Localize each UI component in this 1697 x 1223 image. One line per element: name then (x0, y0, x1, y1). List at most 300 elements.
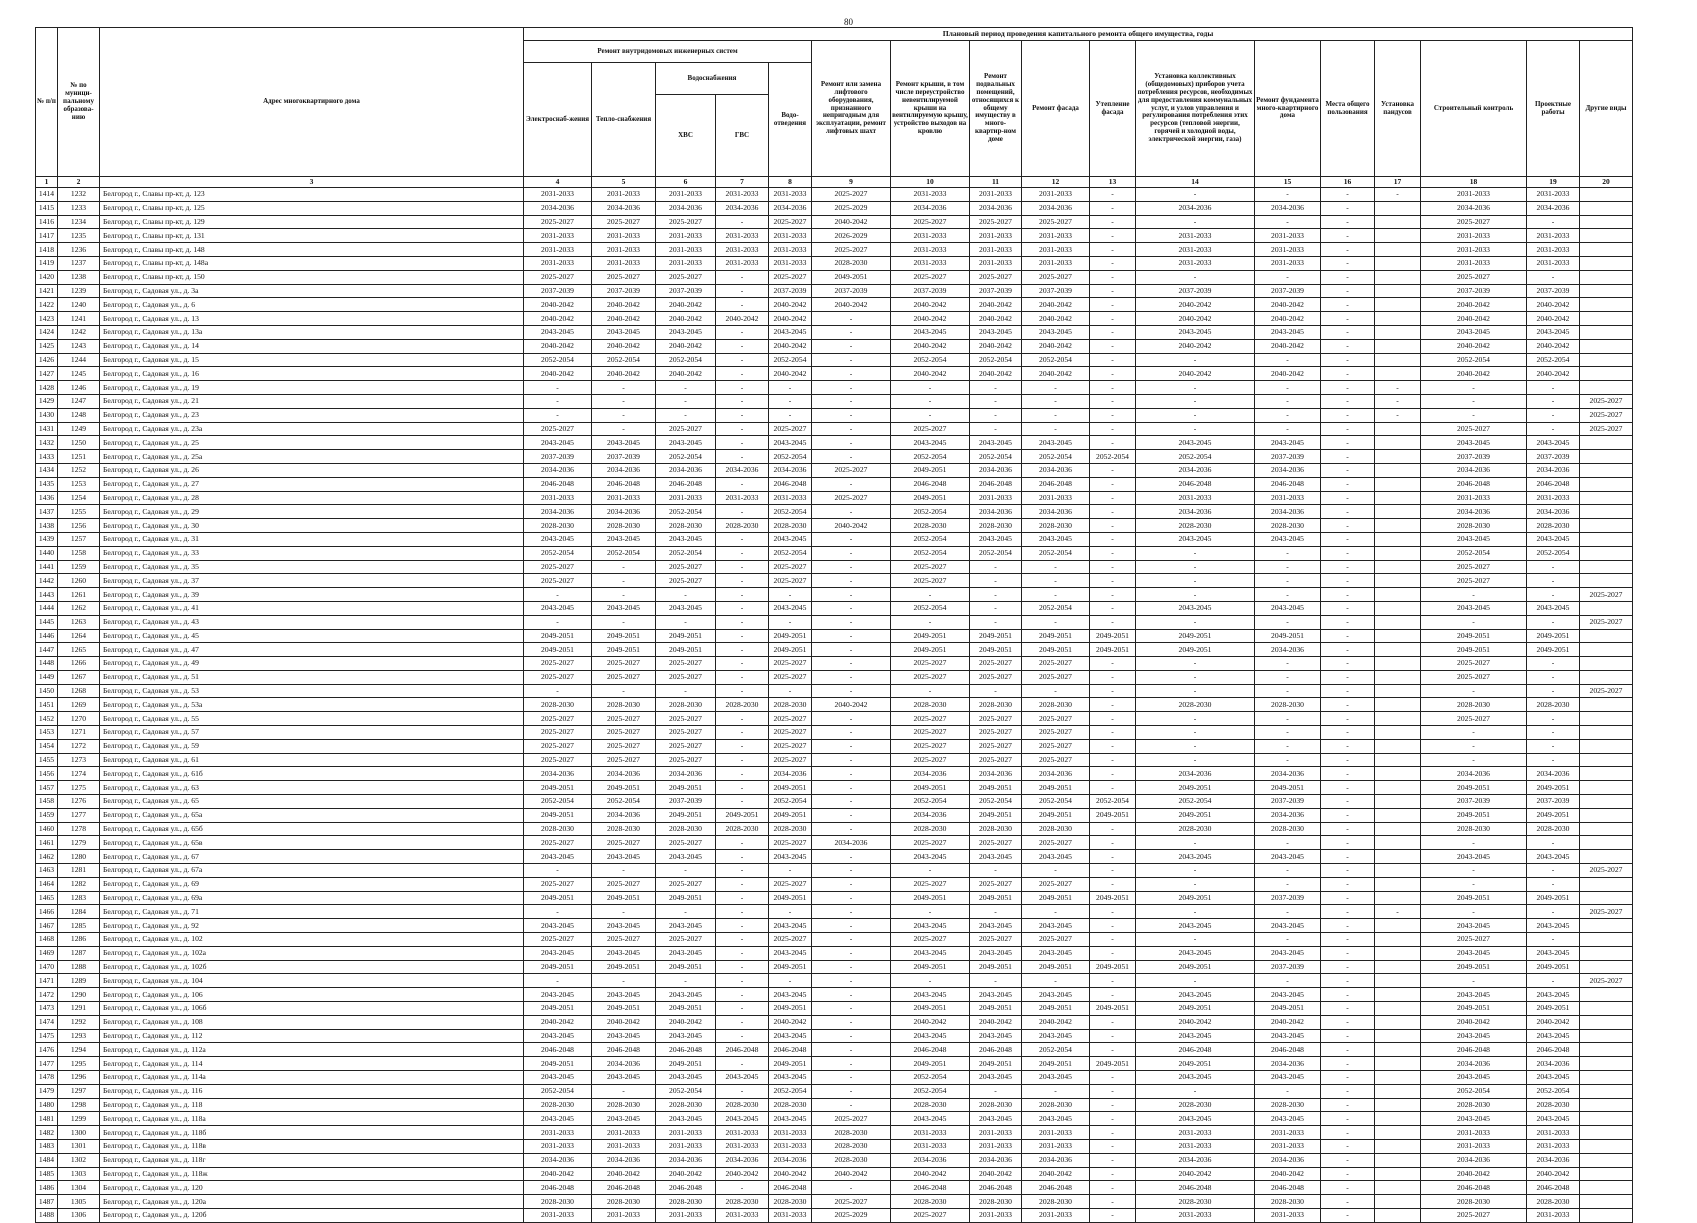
cell-facade: - (1022, 1084, 1090, 1098)
header-elevator: Ремонт или замена лифтового оборудования, признанного непригодным для эксплуатации, ремонт лифтовых шахт (812, 41, 891, 177)
cell-meters: - (1136, 353, 1255, 367)
cell-municipal-number: 1288 (58, 960, 100, 974)
cell-facade: 2052-2054 (1022, 450, 1090, 464)
header-facade-insulation: Утепление фасада (1090, 41, 1136, 177)
cell-design: 2043-2045 (1527, 436, 1580, 450)
cell-municipal-number: 1277 (58, 808, 100, 822)
cell-foundation: - (1255, 588, 1321, 602)
cell-row-number: 1445 (36, 615, 58, 629)
cell-construction-control: - (1421, 588, 1527, 602)
cell-row-number: 1434 (36, 463, 58, 477)
cell-meters: - (1136, 753, 1255, 767)
cell-construction-control: 2049-2051 (1421, 808, 1527, 822)
cell-municipal-number: 1295 (58, 1057, 100, 1071)
cell-drainage: 2049-2051 (769, 781, 812, 795)
cell-design: - (1527, 560, 1580, 574)
cell-drainage: 2052-2054 (769, 546, 812, 560)
cell-roof: 2040-2042 (891, 312, 970, 326)
cell-meters: 2040-2042 (1136, 312, 1255, 326)
cell-row-number: 1423 (36, 312, 58, 326)
header-row-number: № п/п (36, 28, 58, 177)
cell-municipal-number: 1234 (58, 215, 100, 229)
cell-facade-insulation: - (1090, 560, 1136, 574)
cell-heat: 2025-2027 (592, 712, 656, 726)
cell-basement: 2028-2030 (970, 698, 1022, 712)
cell-row-number: 1481 (36, 1112, 58, 1126)
cell-basement: 2025-2027 (970, 726, 1022, 740)
cell-design: - (1527, 588, 1580, 602)
cell-address: Белгород г., Славы пр-кт, д. 131 (100, 229, 524, 243)
cell-other (1580, 215, 1633, 229)
cell-facade-insulation: 2049-2051 (1090, 1057, 1136, 1071)
table-row (36, 270, 1633, 284)
cell-facade-insulation: - (1090, 188, 1136, 202)
cell-foundation: 2031-2033 (1255, 243, 1321, 257)
cell-cold-water: 2049-2051 (656, 629, 716, 643)
cell-elevator: - (812, 1084, 891, 1098)
cell-municipal-number: 1275 (58, 781, 100, 795)
cell-foundation: 2040-2042 (1255, 298, 1321, 312)
cell-heat: 2025-2027 (592, 753, 656, 767)
cell-drainage: 2034-2036 (769, 767, 812, 781)
cell-facade-insulation: - (1090, 601, 1136, 615)
cell-ramps (1375, 1002, 1421, 1016)
cell-municipal-number: 1263 (58, 615, 100, 629)
cell-common-areas: - (1321, 933, 1375, 947)
cell-row-number: 1486 (36, 1181, 58, 1195)
cell-roof: 2049-2051 (891, 491, 970, 505)
cell-elevator: - (812, 1071, 891, 1085)
cell-municipal-number: 1286 (58, 933, 100, 947)
cell-roof: 2052-2054 (891, 601, 970, 615)
cell-heat: - (592, 615, 656, 629)
cell-municipal-number: 1237 (58, 256, 100, 270)
cell-drainage: 2043-2045 (769, 946, 812, 960)
cell-elevator: - (812, 532, 891, 546)
cell-facade: 2025-2027 (1022, 753, 1090, 767)
cell-cold-water: - (656, 974, 716, 988)
table-row (36, 367, 1633, 381)
cell-municipal-number: 1282 (58, 877, 100, 891)
cell-construction-control: 2040-2042 (1421, 339, 1527, 353)
cell-heat: 2043-2045 (592, 1112, 656, 1126)
page-number: 80 (844, 17, 853, 27)
cell-electric: 2025-2027 (524, 836, 592, 850)
cell-address: Белгород г., Садовая ул., д. 118б (100, 1126, 524, 1140)
cell-drainage: - (769, 615, 812, 629)
cell-common-areas: - (1321, 215, 1375, 229)
cell-drainage: 2040-2042 (769, 298, 812, 312)
cell-electric: 2043-2045 (524, 1029, 592, 1043)
cell-address: Белгород г., Садовая ул., д. 69а (100, 891, 524, 905)
table-row (36, 408, 1633, 422)
cell-construction-control: 2049-2051 (1421, 643, 1527, 657)
cell-hot-water: 2028-2030 (716, 1195, 769, 1209)
cell-electric: 2025-2027 (524, 739, 592, 753)
cell-facade: 2040-2042 (1022, 367, 1090, 381)
cell-facade-insulation: - (1090, 546, 1136, 560)
cell-basement: 2043-2045 (970, 1029, 1022, 1043)
cell-ramps (1375, 601, 1421, 615)
cell-ramps (1375, 629, 1421, 643)
cell-facade-insulation: - (1090, 726, 1136, 740)
cell-elevator: - (812, 877, 891, 891)
cell-ramps (1375, 1167, 1421, 1181)
cell-electric: - (524, 974, 592, 988)
cell-other (1580, 519, 1633, 533)
cell-drainage: - (769, 684, 812, 698)
cell-roof: 2052-2054 (891, 1071, 970, 1085)
cell-other (1580, 753, 1633, 767)
cell-municipal-number: 1276 (58, 795, 100, 809)
cell-construction-control: 2043-2045 (1421, 1071, 1527, 1085)
cell-row-number: 1422 (36, 298, 58, 312)
cell-other (1580, 822, 1633, 836)
cell-design: 2031-2033 (1527, 1126, 1580, 1140)
table-row (36, 753, 1633, 767)
cell-municipal-number: 1232 (58, 188, 100, 202)
cell-address: Белгород г., Садовая ул., д. 102б (100, 960, 524, 974)
cell-cold-water: 2049-2051 (656, 808, 716, 822)
cell-construction-control: 2043-2045 (1421, 850, 1527, 864)
cell-electric: 2052-2054 (524, 353, 592, 367)
cell-common-areas: - (1321, 988, 1375, 1002)
cell-construction-control: 2040-2042 (1421, 298, 1527, 312)
cell-common-areas: - (1321, 367, 1375, 381)
cell-construction-control: 2031-2033 (1421, 188, 1527, 202)
table-row (36, 422, 1633, 436)
cell-hot-water: - (716, 353, 769, 367)
cell-basement: 2037-2039 (970, 284, 1022, 298)
cell-drainage: 2043-2045 (769, 436, 812, 450)
cell-foundation: - (1255, 422, 1321, 436)
cell-elevator: 2028-2030 (812, 1126, 891, 1140)
cell-facade-insulation: - (1090, 781, 1136, 795)
cell-municipal-number: 1258 (58, 546, 100, 560)
cell-roof: 2043-2045 (891, 1029, 970, 1043)
cell-drainage: 2040-2042 (769, 367, 812, 381)
cell-ramps (1375, 422, 1421, 436)
cell-construction-control: 2052-2054 (1421, 546, 1527, 560)
column-number: 5 (592, 177, 656, 188)
cell-hot-water: - (716, 781, 769, 795)
cell-electric: 2040-2042 (524, 312, 592, 326)
cell-heat: 2025-2027 (592, 836, 656, 850)
cell-foundation: 2034-2036 (1255, 643, 1321, 657)
cell-address: Белгород г., Садовая ул., д. 23а (100, 422, 524, 436)
cell-foundation: - (1255, 394, 1321, 408)
cell-common-areas: - (1321, 864, 1375, 878)
cell-municipal-number: 1243 (58, 339, 100, 353)
cell-facade: 2040-2042 (1022, 298, 1090, 312)
cell-other (1580, 1002, 1633, 1016)
cell-electric: 2025-2027 (524, 712, 592, 726)
cell-row-number: 1418 (36, 243, 58, 257)
cell-foundation: 2040-2042 (1255, 367, 1321, 381)
cell-foundation: 2037-2039 (1255, 960, 1321, 974)
cell-heat: 2031-2033 (592, 491, 656, 505)
cell-foundation: 2040-2042 (1255, 312, 1321, 326)
cell-ramps (1375, 726, 1421, 740)
column-number: 6 (656, 177, 716, 188)
cell-electric: 2043-2045 (524, 988, 592, 1002)
cell-basement: 2043-2045 (970, 919, 1022, 933)
cell-municipal-number: 1297 (58, 1084, 100, 1098)
cell-row-number: 1448 (36, 657, 58, 671)
cell-roof: 2046-2048 (891, 1181, 970, 1195)
cell-electric: 2031-2033 (524, 188, 592, 202)
table-row (36, 1043, 1633, 1057)
cell-elevator: - (812, 905, 891, 919)
cell-other (1580, 1043, 1633, 1057)
cell-other (1580, 877, 1633, 891)
cell-roof: 2040-2042 (891, 367, 970, 381)
cell-row-number: 1463 (36, 864, 58, 878)
cell-other: 2025-2027 (1580, 408, 1633, 422)
cell-cold-water: 2052-2054 (656, 450, 716, 464)
cell-common-areas: - (1321, 229, 1375, 243)
cell-foundation: - (1255, 188, 1321, 202)
cell-cold-water: 2043-2045 (656, 532, 716, 546)
cell-elevator: - (812, 850, 891, 864)
cell-meters: 2031-2033 (1136, 229, 1255, 243)
cell-common-areas: - (1321, 753, 1375, 767)
cell-row-number: 1456 (36, 767, 58, 781)
cell-address: Белгород г., Садовая ул., д. 37 (100, 574, 524, 588)
cell-row-number: 1426 (36, 353, 58, 367)
cell-meters: - (1136, 712, 1255, 726)
cell-foundation: 2049-2051 (1255, 1002, 1321, 1016)
cell-roof: 2025-2027 (891, 753, 970, 767)
cell-drainage: 2034-2036 (769, 1153, 812, 1167)
cell-drainage: 2031-2033 (769, 229, 812, 243)
cell-facade: 2046-2048 (1022, 1181, 1090, 1195)
cell-foundation: 2034-2036 (1255, 201, 1321, 215)
cell-roof: 2025-2027 (891, 739, 970, 753)
cell-facade-insulation: - (1090, 312, 1136, 326)
cell-hot-water: 2031-2033 (716, 256, 769, 270)
cell-meters: 2043-2045 (1136, 988, 1255, 1002)
cell-electric: 2025-2027 (524, 657, 592, 671)
table-row (36, 505, 1633, 519)
cell-basement: - (970, 422, 1022, 436)
cell-design: 2049-2051 (1527, 1002, 1580, 1016)
cell-facade: 2031-2033 (1022, 1139, 1090, 1153)
cell-electric: 2025-2027 (524, 726, 592, 740)
cell-ramps (1375, 712, 1421, 726)
cell-other (1580, 201, 1633, 215)
cell-design: 2031-2033 (1527, 1208, 1580, 1222)
cell-design: 2028-2030 (1527, 519, 1580, 533)
table-row (36, 1071, 1633, 1085)
cell-construction-control: 2025-2027 (1421, 933, 1527, 947)
cell-ramps (1375, 588, 1421, 602)
cell-cold-water: 2034-2036 (656, 463, 716, 477)
table-row (36, 657, 1633, 671)
cell-other (1580, 836, 1633, 850)
cell-hot-water: 2040-2042 (716, 312, 769, 326)
cell-cold-water: 2043-2045 (656, 988, 716, 1002)
cell-common-areas: - (1321, 1029, 1375, 1043)
cell-basement: 2049-2051 (970, 1002, 1022, 1016)
cell-cold-water: 2043-2045 (656, 1112, 716, 1126)
table-row (36, 436, 1633, 450)
cell-row-number: 1484 (36, 1153, 58, 1167)
cell-common-areas: - (1321, 615, 1375, 629)
cell-foundation: - (1255, 670, 1321, 684)
cell-row-number: 1477 (36, 1057, 58, 1071)
table-row (36, 601, 1633, 615)
cell-ramps (1375, 1153, 1421, 1167)
cell-basement: 2031-2033 (970, 229, 1022, 243)
cell-foundation: 2040-2042 (1255, 339, 1321, 353)
cell-elevator: 2025-2027 (812, 243, 891, 257)
table-row (36, 1029, 1633, 1043)
cell-facade: 2043-2045 (1022, 325, 1090, 339)
cell-basement: 2031-2033 (970, 256, 1022, 270)
cell-foundation: 2028-2030 (1255, 822, 1321, 836)
cell-other (1580, 532, 1633, 546)
cell-ramps (1375, 270, 1421, 284)
cell-heat: 2040-2042 (592, 298, 656, 312)
table-row (36, 988, 1633, 1002)
header-drainage: Водо-отведения (769, 63, 812, 177)
cell-facade-insulation: - (1090, 1167, 1136, 1181)
cell-roof: - (891, 394, 970, 408)
cell-design: 2046-2048 (1527, 1181, 1580, 1195)
cell-address: Белгород г., Садовая ул., д. 6 (100, 298, 524, 312)
cell-municipal-number: 1260 (58, 574, 100, 588)
cell-design: 2043-2045 (1527, 532, 1580, 546)
cell-municipal-number: 1236 (58, 243, 100, 257)
cell-hot-water: - (716, 339, 769, 353)
cell-other (1580, 560, 1633, 574)
cell-basement: 2043-2045 (970, 1071, 1022, 1085)
cell-heat: 2025-2027 (592, 933, 656, 947)
cell-common-areas: - (1321, 643, 1375, 657)
cell-roof: - (891, 381, 970, 395)
cell-drainage: 2031-2033 (769, 1139, 812, 1153)
cell-facade-insulation: - (1090, 588, 1136, 602)
cell-hot-water: 2031-2033 (716, 188, 769, 202)
cell-basement: 2031-2033 (970, 1208, 1022, 1222)
cell-construction-control: 2052-2054 (1421, 353, 1527, 367)
cell-basement: 2040-2042 (970, 298, 1022, 312)
cell-address: Белгород г., Славы пр-кт, д. 125 (100, 201, 524, 215)
cell-other (1580, 629, 1633, 643)
cell-construction-control: 2031-2033 (1421, 1139, 1527, 1153)
cell-meters: 2046-2048 (1136, 1181, 1255, 1195)
cell-cold-water: - (656, 864, 716, 878)
header-hot-water: ГВС (716, 95, 769, 177)
cell-drainage: 2028-2030 (769, 519, 812, 533)
cell-hot-water: - (716, 298, 769, 312)
table-row (36, 974, 1633, 988)
cell-elevator: - (812, 1181, 891, 1195)
cell-foundation: 2043-2045 (1255, 919, 1321, 933)
cell-basement: 2028-2030 (970, 1195, 1022, 1209)
cell-design: 2031-2033 (1527, 491, 1580, 505)
cell-address: Белгород г., Садовая ул., д. 102 (100, 933, 524, 947)
cell-other (1580, 698, 1633, 712)
cell-hot-water: - (716, 988, 769, 1002)
cell-municipal-number: 1284 (58, 905, 100, 919)
cell-heat: 2043-2045 (592, 601, 656, 615)
cell-construction-control: 2031-2033 (1421, 491, 1527, 505)
cell-hot-water: - (716, 422, 769, 436)
cell-construction-control: - (1421, 394, 1527, 408)
cell-facade-insulation: - (1090, 298, 1136, 312)
cell-heat: 2043-2045 (592, 946, 656, 960)
cell-meters: 2043-2045 (1136, 1071, 1255, 1085)
cell-construction-control: 2028-2030 (1421, 822, 1527, 836)
cell-row-number: 1429 (36, 394, 58, 408)
cell-cold-water: 2043-2045 (656, 946, 716, 960)
cell-cold-water: 2031-2033 (656, 1126, 716, 1140)
cell-meters: 2034-2036 (1136, 505, 1255, 519)
capital-repair-schedule-table (35, 27, 1633, 1223)
cell-foundation: 2046-2048 (1255, 1043, 1321, 1057)
cell-drainage: - (769, 394, 812, 408)
cell-row-number: 1444 (36, 601, 58, 615)
cell-facade-insulation: - (1090, 519, 1136, 533)
cell-meters: 2049-2051 (1136, 808, 1255, 822)
cell-meters: 2046-2048 (1136, 1043, 1255, 1057)
cell-facade-insulation: - (1090, 670, 1136, 684)
cell-address: Белгород г., Садовая ул., д. 23 (100, 408, 524, 422)
cell-electric: 2040-2042 (524, 1167, 592, 1181)
cell-meters: - (1136, 574, 1255, 588)
cell-roof: 2049-2051 (891, 891, 970, 905)
cell-address: Белгород г., Садовая ул., д. 61 (100, 753, 524, 767)
cell-meters: - (1136, 864, 1255, 878)
cell-foundation: 2031-2033 (1255, 1208, 1321, 1222)
cell-construction-control: 2043-2045 (1421, 946, 1527, 960)
cell-facade: 2028-2030 (1022, 519, 1090, 533)
cell-hot-water: 2040-2042 (716, 1167, 769, 1181)
cell-municipal-number: 1285 (58, 919, 100, 933)
cell-address: Белгород г., Садовая ул., д. 51 (100, 670, 524, 684)
cell-basement: 2040-2042 (970, 339, 1022, 353)
cell-common-areas: - (1321, 1084, 1375, 1098)
cell-foundation: 2034-2036 (1255, 505, 1321, 519)
cell-facade: 2025-2027 (1022, 877, 1090, 891)
cell-address: Белгород г., Садовая ул., д. 63 (100, 781, 524, 795)
cell-drainage: 2025-2027 (769, 739, 812, 753)
cell-facade: - (1022, 864, 1090, 878)
cell-address: Белгород г., Садовая ул., д. 28 (100, 491, 524, 505)
cell-design: - (1527, 933, 1580, 947)
cell-drainage: 2028-2030 (769, 698, 812, 712)
cell-facade-insulation: - (1090, 574, 1136, 588)
cell-cold-water: 2034-2036 (656, 767, 716, 781)
cell-common-areas: - (1321, 1195, 1375, 1209)
cell-drainage: 2031-2033 (769, 243, 812, 257)
cell-municipal-number: 1259 (58, 560, 100, 574)
cell-hot-water: - (716, 615, 769, 629)
cell-construction-control: 2040-2042 (1421, 1167, 1527, 1181)
cell-row-number: 1428 (36, 381, 58, 395)
cell-ramps (1375, 643, 1421, 657)
cell-facade: 2049-2051 (1022, 891, 1090, 905)
cell-address: Белгород г., Садовая ул., д. 29 (100, 505, 524, 519)
cell-drainage: 2052-2054 (769, 505, 812, 519)
cell-ramps (1375, 739, 1421, 753)
cell-common-areas: - (1321, 284, 1375, 298)
cell-meters: 2043-2045 (1136, 946, 1255, 960)
cell-cold-water: 2031-2033 (656, 229, 716, 243)
cell-ramps (1375, 781, 1421, 795)
